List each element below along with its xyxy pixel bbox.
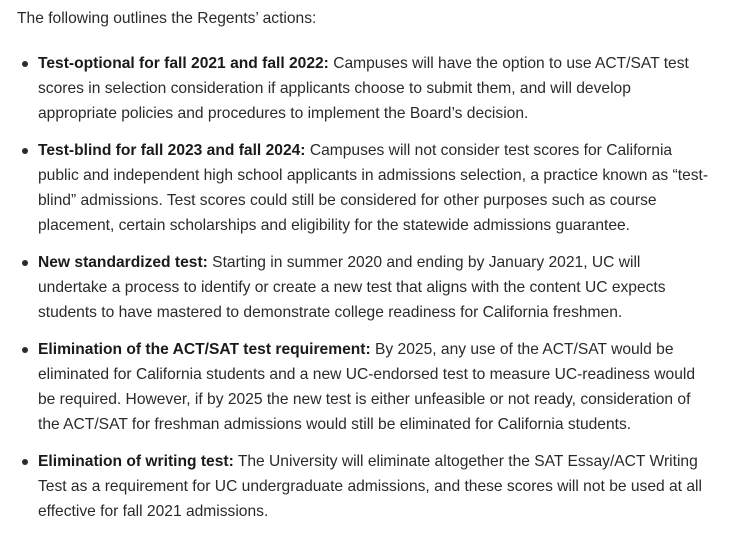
item-body: The University will eliminate altogether the SAT Essay/ACT Writing Test as a requirement for UC undergraduate admissions, and these scores will not be used at all effective for fall 2021 admissions. — [38, 453, 702, 520]
item-lead: New standardized test: — [38, 254, 208, 271]
item-body: Starting in summer 2020 and ending by January 2021, UC will undertake a process to identify or create a new test that aligns with the content UC expects students to have mastered to demonstrate college readiness for California freshmen. — [38, 254, 666, 321]
item-lead: Test-blind for fall 2023 and fall 2024: — [38, 142, 306, 159]
list-item-new-test — [17, 250, 713, 325]
list-item-test-blind — [17, 138, 713, 238]
intro-paragraph: The following outlines the Regents’ actions: — [17, 10, 317, 27]
item-lead: Elimination of writing test: — [38, 453, 234, 470]
item-body: Campuses will have the option to use ACT/SAT test scores in selection consideration if applicants choose to submit them, and will develop appropriate policies and procedures to implement the Board’s decision. — [38, 55, 689, 122]
item-body: Campuses will not consider test scores for California public and independent high school applicants in admissions selection, a practice known as “test-blind” admissions. Test scores could still be considered for other purposes such as course placement, certain scholarships and eligibility for the statewide admissions guarantee. — [38, 142, 709, 234]
item-body: By 2025, any use of the ACT/SAT would be eliminated for California students and a new UC-endorsed test to measure UC-readiness would be required. However, if by 2025 the new test is either unfeasible or not ready, consideration of the ACT/SAT for freshman admissions would still be eliminated for California students. — [38, 341, 696, 433]
list-item-eliminate-act-sat — [17, 337, 713, 437]
regents-actions-list — [17, 51, 713, 524]
list-item-test-optional — [17, 51, 713, 126]
item-lead: Test-optional for fall 2021 and fall 2022: — [38, 55, 329, 72]
list-item-eliminate-writing — [17, 449, 713, 524]
item-lead: Elimination of the ACT/SAT test requirement: — [38, 341, 371, 358]
